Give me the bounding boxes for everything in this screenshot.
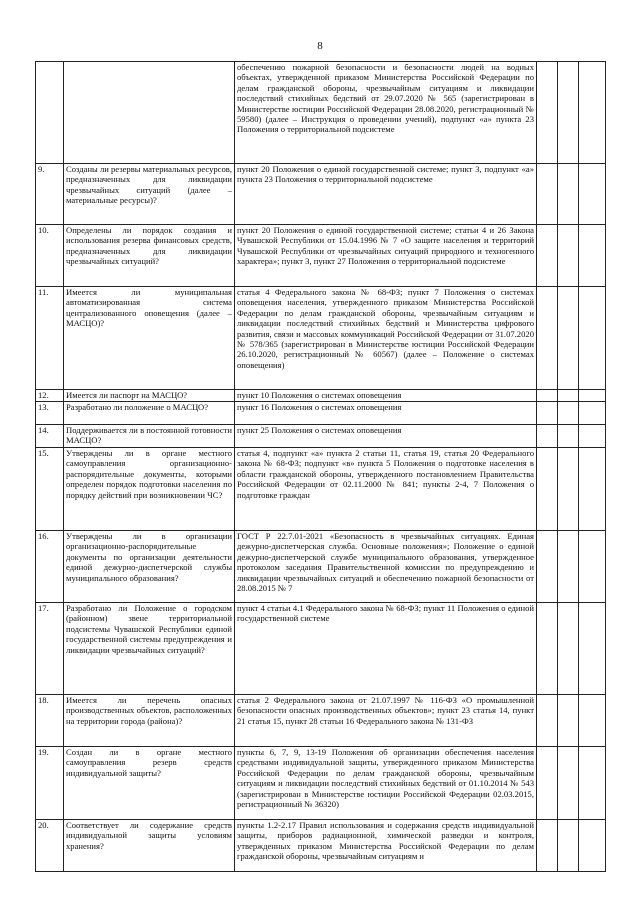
reference-cell: пункт 4 статьи 4.1 Федерального закона № 68-ФЗ; пункт 11 Положения о единой государственной системе [235, 603, 537, 695]
note-cell [579, 820, 606, 872]
note-cell [579, 164, 606, 225]
note-cell [579, 225, 606, 287]
answer-cell [537, 448, 558, 531]
answer-cell [558, 287, 579, 390]
page-number: 8 [317, 40, 323, 52]
reference-cell: статья 4 Федерального закона № 68-ФЗ; пункт 7 Положения о системах оповещения населения, утвержденного приказом Министерства Российской Федерации по делам гражданской обороны, чрезвычайным ситуациям и ликвидации последствий стихийных бедствий и Министерства цифрового развития, связи и массовых коммуникаций Российской Федерации от 31.07.2020 № 578/365 (зарегистрирован в Министерстве юстиции Российской Федерации 26.10.2020, регистрационный № 60567) (далее – Положение о системах оповещения) [235, 287, 537, 390]
row-number: 11. [36, 287, 64, 390]
question-cell: Определены ли порядок создания и использования резерва финансовых средств, предназначенных для ликвидации чрезвычайных ситуаций? [64, 225, 235, 287]
answer-cell [558, 390, 579, 402]
reference-cell: пункт 16 Положения о системах оповещения [235, 402, 537, 425]
table-row [36, 425, 606, 448]
question-cell: Разработано ли положение о МАСЦО? [64, 402, 235, 425]
answer-cell [537, 425, 558, 448]
answer-cell [537, 603, 558, 695]
question-cell: Имеется ли паспорт на МАСЦО? [64, 390, 235, 402]
table-row [36, 747, 606, 820]
row-number: 20. [36, 820, 64, 872]
table-row [36, 402, 606, 425]
checklist-table [35, 61, 606, 872]
note-cell [579, 448, 606, 531]
answer-cell [558, 603, 579, 695]
row-number: 17. [36, 603, 64, 695]
answer-cell [558, 448, 579, 531]
question-cell: Созданы ли резервы материальных ресурсов, предназначенных для ликвидации чрезвычайных ситуаций (далее – материальные ресурсы)? [64, 164, 235, 225]
row-number: 9. [36, 164, 64, 225]
reference-cell: пункт 20 Положения о единой государственной системе; статьи 4 и 26 Закона Чувашской Республики от 15.04.1996 № 7 «О защите населения и территорий Чувашской Республики от чрезвычайных ситуаций природного и техногенного характера»; пункт 3, пункт 27 Положения о территориальной подсистеме [235, 225, 537, 287]
answer-cell [537, 402, 558, 425]
answer-cell [558, 62, 579, 164]
answer-cell [558, 695, 579, 747]
answer-cell [537, 62, 558, 164]
row-number [36, 62, 64, 164]
row-number: 16. [36, 531, 64, 603]
question-cell: Имеется ли перечень опасных производственных объектов, расположенных на территории города (района)? [64, 695, 235, 747]
answer-cell [558, 747, 579, 820]
row-number: 18. [36, 695, 64, 747]
answer-cell [558, 402, 579, 425]
row-number: 10. [36, 225, 64, 287]
question-cell: Разработано ли Положение о городском (районном) звене территориальной подсистемы Чувашской Республики единой государственной системы предупреждения и ликвидации чрезвычайных ситуаций? [64, 603, 235, 695]
answer-cell [558, 531, 579, 603]
table-row [36, 603, 606, 695]
note-cell [579, 425, 606, 448]
note-cell [579, 531, 606, 603]
question-cell: Создан ли в органе местного самоуправления резерв средств индивидуальной защиты? [64, 747, 235, 820]
table-row [36, 695, 606, 747]
table-row [36, 287, 606, 390]
answer-cell [537, 747, 558, 820]
row-number: 13. [36, 402, 64, 425]
answer-cell [537, 287, 558, 390]
table-row [36, 820, 606, 872]
note-cell [579, 402, 606, 425]
reference-cell: ГОСТ Р 22.7.01-2021 «Безопасность в чрезвычайных ситуациях. Единая дежурно-диспетчерская служба. Основные положения»; Положение о единой дежурно-диспетчерской службе муниципального образования, утвержденное протоколом заседания Правительственной комиссии по предупреждению и ликвидации чрезвычайных ситуаций и обеспечению пожарной безопасности от 28.08.2015 № 7 [235, 531, 537, 603]
note-cell [579, 62, 606, 164]
note-cell [579, 747, 606, 820]
table-row [36, 62, 606, 164]
answer-cell [537, 164, 558, 225]
answer-cell [558, 164, 579, 225]
row-number: 19. [36, 747, 64, 820]
table-row [36, 164, 606, 225]
reference-cell: пункт 25 Положения о системах оповещения [235, 425, 537, 448]
answer-cell [537, 695, 558, 747]
row-number: 12. [36, 390, 64, 402]
note-cell [579, 603, 606, 695]
reference-cell: пункт 20 Положения о единой государственной системе; пункт 3, подпункт «а» пункта 23 Положения о территориальной подсистеме [235, 164, 537, 225]
table-row [36, 390, 606, 402]
answer-cell [558, 225, 579, 287]
reference-cell: обеспечению пожарной безопасности и безопасности людей на водных объектах, утвержденной приказом Министерства Российской Федерации по делам гражданской обороны, чрезвычайным ситуациям и ликвидации последствий стихийных бедствий от 29.07.2020 № 565 (зарегистрирован в Министерстве юстиции Российской Федерации 28.08.2020, регистрационный № 59580) (далее – Инструкция о проведении учений), подпункт «а» пункта 23 Положения о территориальной подсистеме [235, 62, 537, 164]
answer-cell [537, 225, 558, 287]
answer-cell [558, 425, 579, 448]
reference-cell: пункты 6, 7, 9, 13-19 Положения об организации обеспечения населения средствами индивидуальной защиты, утвержденного приказом Министерства Российской Федерации по делам гражданской обороны, чрезвычайным ситуациям и ликвидации последствий стихийных бедствий от 01.10.2014 № 543 (зарегистрирован в Министерстве юстиции Российской Федерации 02.03.2015, регистрационный № 36320) [235, 747, 537, 820]
question-cell [64, 62, 235, 164]
reference-cell: статья 4, подпункт «а» пункта 2 статьи 11, статья 19, статья 20 Федерального закона № 68-ФЗ; подпункт «в» пункта 5 Положения о подготовке населения в области гражданской обороны, утвержденного постановлением Правительства Российской Федерации от 02.11.2000 № 841; пункты 2-4, 7 Положения о подготовке граждан [235, 448, 537, 531]
answer-cell [537, 820, 558, 872]
table-row [36, 531, 606, 603]
question-cell: Имеется ли муниципальная автоматизированная система централизованного оповещения (далее – МАСЦО)? [64, 287, 235, 390]
question-cell: Соответствует ли содержание средств индивидуальной защиты условиям хранения? [64, 820, 235, 872]
answer-cell [537, 531, 558, 603]
reference-cell: пункт 10 Положения о системах оповещения [235, 390, 537, 402]
answer-cell [537, 390, 558, 402]
answer-cell [558, 820, 579, 872]
question-cell: Утверждены ли в органе местного самоуправления организационно-распорядительные документы, которыми определен порядок подготовки населения по порядку действий при возникновении ЧС? [64, 448, 235, 531]
note-cell [579, 287, 606, 390]
question-cell: Поддерживается ли в постоянной готовности МАСЦО? [64, 425, 235, 448]
reference-cell: пункты 1.2-2.17 Правил использования и содержания средств индивидуальной защиты, приборов радиационной, химической разведки и контроля, утвержденных приказом Министерства Российской Федерации по делам гражданской обороны, чрезвычайным ситуациям и [235, 820, 537, 872]
table-row [36, 448, 606, 531]
question-cell: Утверждены ли в организации организационно-распорядительные документы по организации деятельности единой дежурно-диспетчерской службы муниципального образования? [64, 531, 235, 603]
row-number: 14. [36, 425, 64, 448]
note-cell [579, 390, 606, 402]
table-row [36, 225, 606, 287]
note-cell [579, 695, 606, 747]
reference-cell: статья 2 Федерального закона от 21.07.1997 № 116-ФЗ «О промышленной безопасности опасных производственных объектов»; пункт 23 статья 14, пункт 21 статья 15, пункт 28 статьи 16 Федерального закона № 131-ФЗ [235, 695, 537, 747]
row-number: 15. [36, 448, 64, 531]
